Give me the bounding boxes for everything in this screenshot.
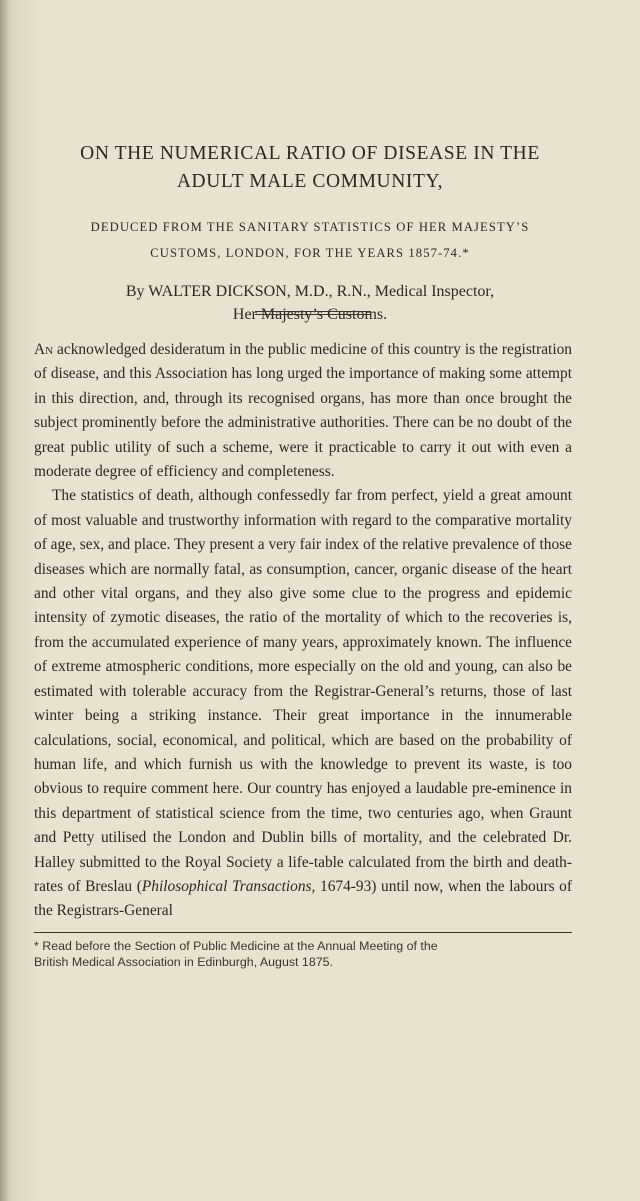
paragraph-1 [34, 338, 572, 484]
paragraph-2-text-end: 1674-93) until now, when the labours of the Registrars-General [34, 877, 572, 920]
article-body [34, 338, 572, 924]
title-line-2: ADULT MALE COMMUNITY, [176, 171, 444, 192]
subtitle-line-1: DEDUCED FROM THE SANITARY STATISTICS OF HER MAJESTY’S [90, 220, 530, 234]
footnote-rule [34, 932, 572, 933]
paragraph-2-text: The statistics of death, although confessedly far from perfect, yield a great amount of most valuable and trustworthy information with regard to the comparative mortality of age, sex, and place. They present a very fair index of the relative prevalence of those diseases which are normally fatal, as consumption, cancer, organic disease of the heart and other vital organs, and they also give some clue to the progress and epidemic intensity of zymotic diseases, the ratio of the mortality of which to the recoveries is, from the accumulated experience of many years, approximately known. The influence of extreme atmospheric conditions, more especially on the old and young, can also be estimated with tolerable accuracy from the Registrar-General’s returns, those of last winter being a striking instance. Their great importance in the innumerable calculations, social, economical, and political, which are based on the probability of human life, and which furnish us with the knowledge to prevent its waste, is too obvious to require comment here. Our country has enjoyed a laudable pre-eminence in this department of statistical science from the time, two centuries ago, when Graunt and Petty utilised the London and Dublin bills of mortality, and the celebrated Dr. Halley submitted to the Royal Society a life-table calculated from the birth and death-rates of Breslau ( [34, 487, 572, 895]
paragraph-2 [34, 484, 572, 923]
footnote [34, 938, 572, 970]
section-divider [255, 311, 371, 315]
paragraph-1-text: acknowledged desideratum in the public medicine of this country is the registration of disease, and this Association has long urged the importance of making some attempt in this direction, and, through its recognised organs, has more than once brought the subject prominently before the administrative authorities. There can be no doubt of the great public utility of such a scheme, were it practicable to carry it out with even a moderate degree of efficiency and completeness. [34, 341, 572, 481]
author-line-2: Her Majesty’s Customs. [232, 306, 388, 323]
footnote-line-2: British Medical Association in Edinburgh, August 1875. [34, 955, 333, 969]
title-line-1: ON THE NUMERICAL RATIO OF DISEASE IN THE [80, 143, 540, 164]
article-heading [30, 140, 590, 326]
page-gutter-shadow [0, 0, 10, 1201]
subtitle-line-2: CUSTOMS, LONDON, FOR THE YEARS 1857-74.* [150, 246, 470, 260]
author-byline [30, 280, 590, 326]
paragraph-1-lead: An [34, 341, 54, 358]
journal-title: Philosophical Transactions, [141, 877, 316, 895]
author-line-1: By WALTER DICKSON, M.D., R.N., Medical Inspector, [125, 283, 495, 300]
footnote-line-1: * Read before the Section of Public Medicine at the Annual Meeting of the [34, 939, 438, 953]
subtitle [30, 214, 590, 266]
